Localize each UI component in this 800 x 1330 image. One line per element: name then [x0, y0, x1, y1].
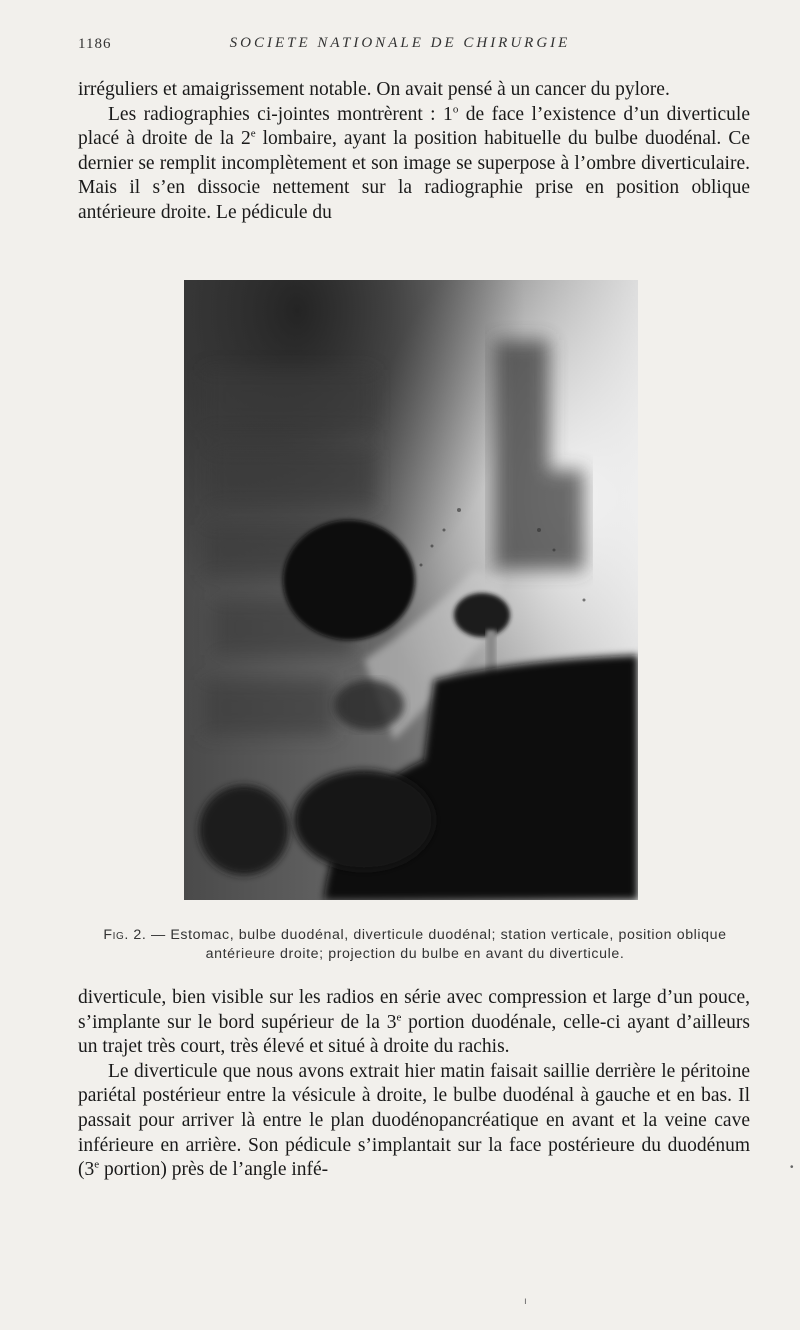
page-number: 1186	[78, 36, 112, 52]
paragraph: irréguliers et amaigrissement notable. On avait pensé à un cancer du pylore.	[78, 79, 670, 100]
text-run: de face l’existence d’un diverticule placé à droite de la 2	[78, 103, 750, 150]
superscript: o	[452, 103, 459, 116]
paragraph	[78, 1060, 750, 1183]
body-text-top	[78, 78, 750, 226]
superscript: e	[396, 1011, 402, 1024]
radiograph-figure	[184, 280, 638, 900]
margin-mark: ı	[524, 1296, 527, 1307]
figure-caption	[80, 926, 750, 964]
paragraph	[78, 103, 750, 226]
text-run: lombaire, ayant la position habituelle du bulbe duodénal. Ce dernier se remplit incomplètement et son image se superpose à l’ombre diverticulaire. Mais il s’en dissocie nettement sur la radiographie prise en position oblique antérieure droite. Le pédicule du	[78, 128, 750, 223]
running-head: SOCIETE NATIONALE DE CHIRURGIE	[229, 35, 571, 51]
body-text-bottom	[78, 986, 750, 1183]
text-run: Les radiographies ci-jointes montrèrent : 1	[108, 103, 453, 125]
paragraph	[78, 986, 750, 1060]
text-run: Le diverticule que nous avons extrait hier matin faisait saillie derrière le péritoine pariétal postérieur entre la vésicule à droite, le bulbe duodénal à gauche et en bas. Il passait pour arriver là entre le plan duodénopancréatique en avant et la veine cave inférieure en arrière. Son pédicule s’implantait sur la face postérieure du duodénum (3	[78, 1060, 750, 1181]
text-run: portion) près de l’angle infé-	[99, 1159, 329, 1181]
figure-label: Fig. 2.	[103, 927, 147, 943]
superscript: e	[94, 1158, 100, 1171]
margin-mark: •	[790, 1162, 794, 1173]
superscript: e	[250, 127, 256, 140]
text-run: portion duodénale, celle-ci ayant d’ailleurs un trajet très court, très élevé et situé à droite du rachis.	[78, 1011, 750, 1058]
caption-text: — Estomac, bulbe duodénal, diverticule duodénal; station verticale, position oblique antérieure droite; projection du bulbe en avant du diverticule.	[146, 927, 727, 962]
text-run: diverticule, bien visible sur les radios en série avec compression et large d’un pouce, s’implante sur le bord supérieur de la 3	[78, 987, 750, 1033]
